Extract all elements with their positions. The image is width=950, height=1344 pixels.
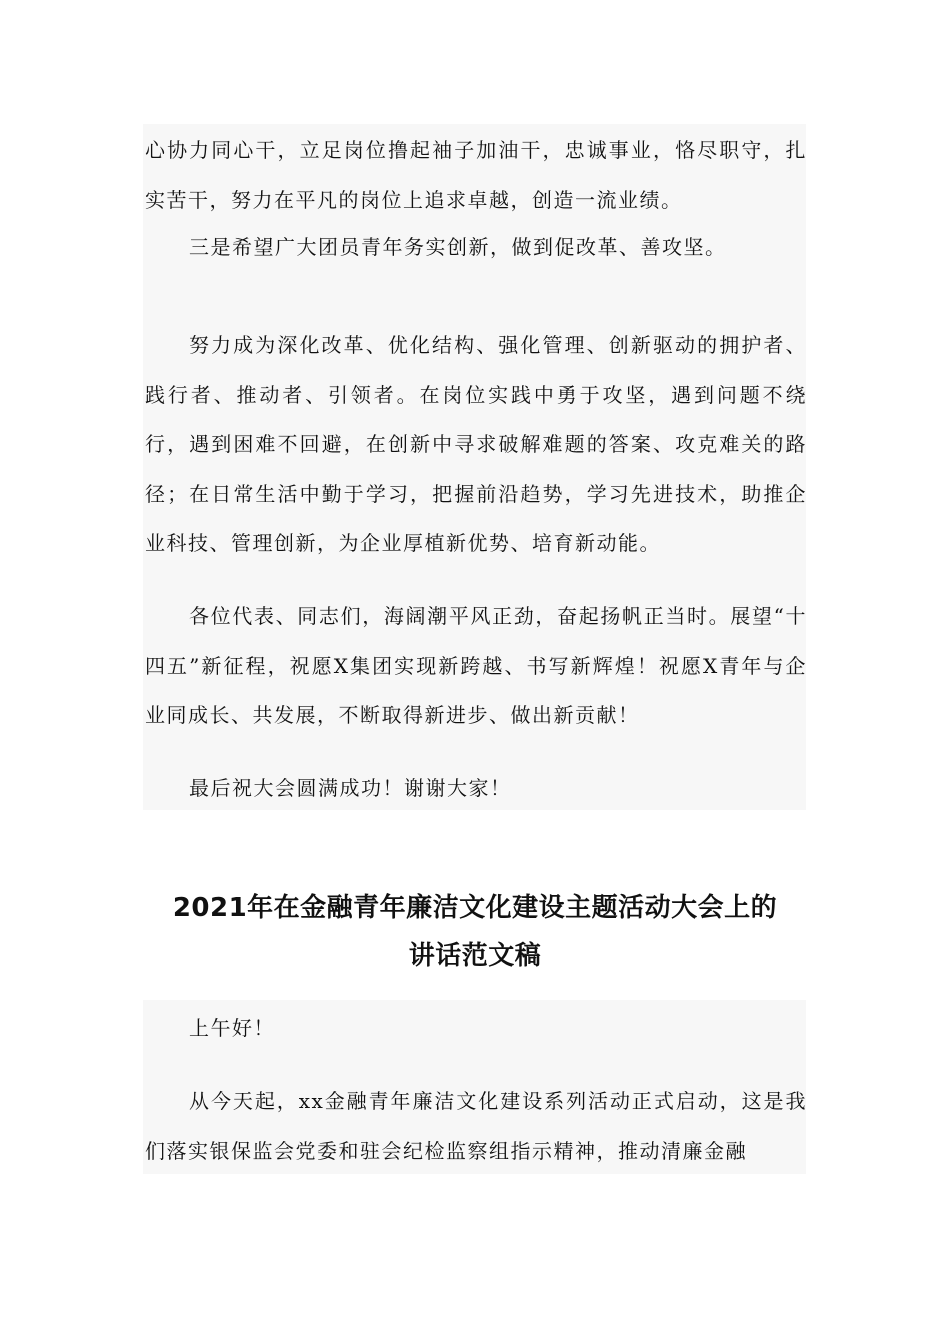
paragraph: 三是希望广大团员青年务实创新，做到促改革、善攻坚。 — [189, 235, 727, 259]
paragraph: 从今天起，xx金融青年廉洁文化建设系列活动正式启动，这是我们落实银保监会党委和驻会纪检监察组指示精神，推动清廉金融 — [145, 1089, 807, 1163]
paragraph: 各位代表、同志们，海阔潮平风正劲，奋起扬帆正当时。展望“十四五”新征程，祝愿X集团实现新跨越、书写新辉煌！祝愿X青年与企业同成长、共发展，不断取得新进步、做出新贡献！ — [145, 604, 807, 727]
paragraph: 心协力同心干，立足岗位撸起袖子加油干，忠诚事业，恪尽职守，扎实苦干，努力在平凡的岗位上追求卓越，创造一流业绩。 — [145, 138, 807, 212]
paragraph: 努力成为深化改革、优化结构、强化管理、创新驱动的拥护者、践行者、推动者、引领者。在岗位实践中勇于攻坚，遇到问题不绕行，遇到困难不回避，在创新中寻求破解难题的答案、攻克难关的路径；在日常生活中勤于学习，把握前沿趋势，学习先进技术，助推企业科技、管理创新，为企业厚植新优势、培育新动能。 — [145, 333, 807, 555]
document-title — [140, 884, 810, 980]
title-line: 2021年在金融青年廉洁文化建设主题活动大会上的 — [172, 893, 778, 923]
paragraph: 上午好！ — [189, 1016, 275, 1040]
title-line: 讲话范文稿 — [408, 941, 542, 971]
paragraph: 最后祝大会圆满成功！谢谢大家！ — [189, 776, 512, 800]
